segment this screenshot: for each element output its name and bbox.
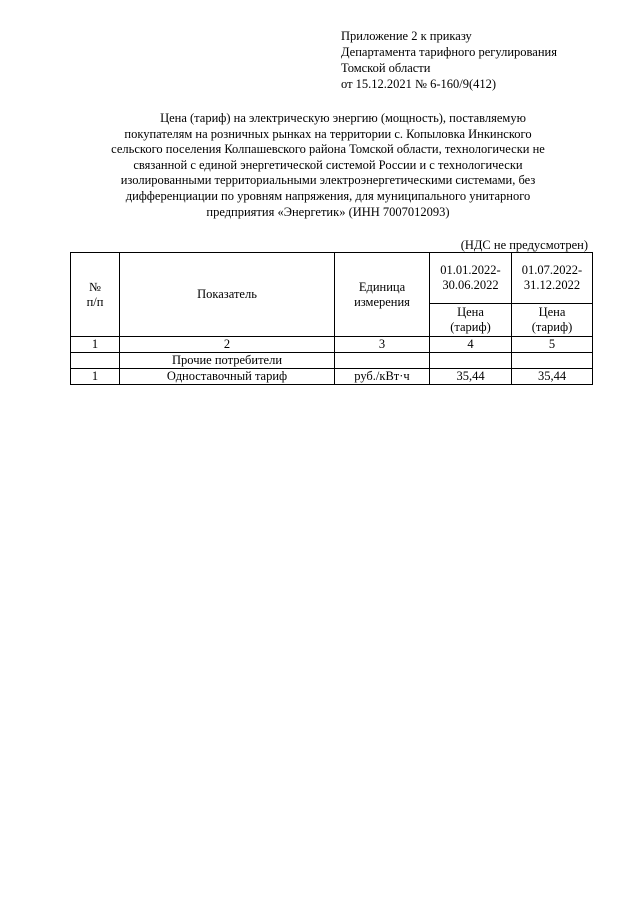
appendix-line: Томской области: [341, 61, 431, 75]
row-value-period1: 35,44: [430, 369, 512, 385]
header-period1-line2: 30.06.2022: [442, 278, 499, 292]
header-num: [71, 253, 120, 337]
group-unit-cell: [335, 353, 430, 369]
column-number: 1: [71, 337, 120, 353]
header-num-line1: №: [89, 279, 101, 294]
title-line: покупателям на розничных рынках на территории с. Копыловка Инкинского: [124, 126, 532, 141]
table-header-row: [71, 253, 593, 304]
column-number: 5: [512, 337, 593, 353]
header-price1: [430, 304, 512, 337]
header-period2-line1: 01.07.2022-: [521, 263, 583, 277]
column-number-row: [71, 337, 593, 353]
title-line: предприятия «Энергетик» (ИНН 7007012093): [206, 204, 450, 219]
appendix-line: от 15.12.2021 № 6-160/9(412): [341, 77, 497, 91]
header-price2-line2: (тариф): [531, 320, 573, 334]
header-period2-line2: 31.12.2022: [523, 278, 581, 292]
group-value1-cell: [430, 353, 512, 369]
title-line: связанной с единой энергетической системой России и с технологически: [133, 157, 523, 172]
header-indicator: Показатель: [120, 253, 335, 337]
appendix-line: Приложение 2 к приказу: [341, 29, 472, 43]
vat-note: (НДС не предусмотрен): [460, 238, 588, 252]
document-title: [74, 111, 582, 220]
appendix-line: Департамента тарифного регулирования: [341, 45, 557, 59]
appendix-reference: [341, 28, 631, 92]
header-num-line2: п/п: [86, 294, 104, 309]
table-row: [71, 369, 593, 385]
group-value2-cell: [512, 353, 593, 369]
header-period1-line1: 01.01.2022-: [440, 263, 501, 277]
group-num-cell: [71, 353, 120, 369]
group-label: Прочие потребители: [120, 353, 335, 369]
row-indicator: Одноставочный тариф: [120, 369, 335, 385]
header-unit: [335, 253, 430, 337]
column-number: 4: [430, 337, 512, 353]
column-number: 2: [120, 337, 335, 353]
row-unit: руб./кВт·ч: [335, 369, 430, 385]
header-price1-line2: (тариф): [450, 320, 491, 334]
row-num: 1: [71, 369, 120, 385]
header-unit-line2: измерения: [354, 294, 410, 309]
header-unit-line1: Единица: [358, 279, 406, 294]
title-line: изолированными территориальными электроэнергетическими системами, без: [120, 173, 536, 188]
header-price2: [512, 304, 593, 337]
title-line: Цена (тариф) на электрическую энергию (мощность), поставляемую: [160, 111, 526, 125]
column-number: 3: [335, 337, 430, 353]
group-row: [71, 353, 593, 369]
header-price2-line1: Цена: [538, 305, 566, 319]
row-value-period2: 35,44: [512, 369, 593, 385]
header-period1: [430, 253, 512, 304]
title-line: дифференциации по уровням напряжения, для муниципального унитарного: [125, 188, 531, 203]
title-line: сельского поселения Колпашевского района Томской области, технологически не: [111, 142, 545, 157]
header-price1-line1: Цена: [457, 305, 484, 319]
tariff-table: [70, 252, 593, 385]
header-period2: [512, 253, 593, 304]
